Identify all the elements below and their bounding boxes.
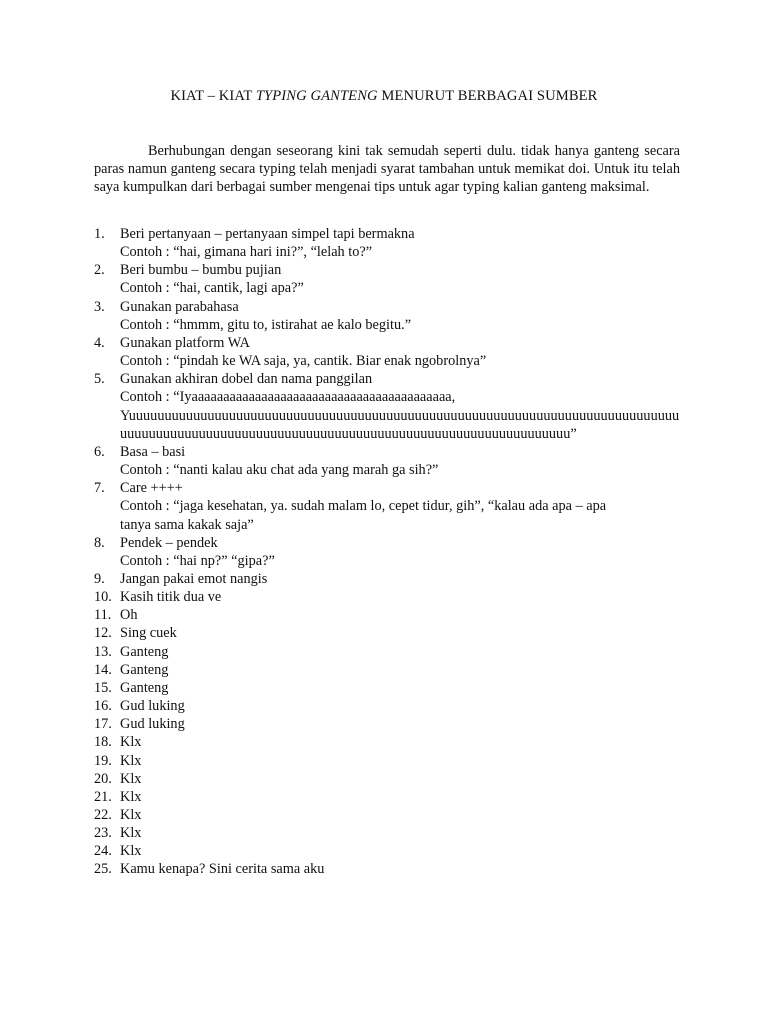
list-item-number: 10. <box>94 589 112 606</box>
list-item <box>94 752 684 770</box>
list-item-text: Pendek – pendek <box>120 534 218 551</box>
list-item <box>94 370 684 443</box>
intro-paragraph <box>94 142 680 197</box>
list-item-example: Contoh : “pindah ke WA saja, ya, cantik. Biar enak ngobrolnya” <box>120 353 487 370</box>
list-item <box>94 788 684 806</box>
list-item-number: 2. <box>94 262 105 279</box>
list-item-text: Ganteng <box>120 679 169 696</box>
list-item-text: Klx <box>120 843 142 860</box>
list-item <box>94 334 684 370</box>
list-item-number: 13. <box>94 643 112 660</box>
list-item-number: 23. <box>94 825 112 842</box>
list-item-text: Klx <box>120 807 142 823</box>
list-item-number: 17. <box>94 716 112 733</box>
list-item-text: Gud luking <box>120 698 185 715</box>
list-item-text: Kasih titik dua ve <box>120 589 222 606</box>
list-item <box>94 225 684 261</box>
list-item-text: Beri pertanyaan – pertanyaan simpel tapi bermakna <box>120 226 415 242</box>
list-item-example: tanya sama kakak saja” <box>120 516 254 533</box>
list-item-number: 19. <box>94 752 112 769</box>
list-item-example: uuuuuuuuuuuuuuuuuuuuuuuuuuuuuuuuuuuuuuuuuuuuuuuuuuuuuuuuuuuuuuu” <box>120 425 577 442</box>
list-item-number: 21. <box>94 788 112 805</box>
list-item <box>94 679 684 697</box>
list-item-number: 5. <box>94 371 105 388</box>
intro-text: Berhubungan dengan seseorang kini tak semudah seperti dulu. tidak hanya ganteng secara paras namun ganteng secara typing telah menjadi syarat tambahan untuk memikat doi. Untuk itu telah saya kumpulkan dari berbagai sumber mengenai tips untuk agar typing kalian ganteng maksimal. <box>94 143 680 196</box>
list-item-number: 8. <box>94 534 105 551</box>
list-item-number: 4. <box>94 334 105 351</box>
list-item <box>94 479 684 533</box>
list-item-text: Gunakan platform WA <box>120 334 250 351</box>
list-item <box>94 298 684 334</box>
list-item-text: Gunakan akhiran dobel dan nama panggilan <box>120 371 373 388</box>
list-item-example: Contoh : “hai np?” “gipa?” <box>120 552 275 569</box>
list-item-text: Klx <box>120 788 142 805</box>
list-item-number: 24. <box>94 843 112 860</box>
list-item-number: 9. <box>94 570 105 587</box>
list-item-text: Sing cuek <box>120 625 177 642</box>
tips-list <box>94 225 684 879</box>
list-item-text: Jangan pakai emot nangis <box>120 570 268 587</box>
list-item <box>94 624 684 642</box>
list-item-number: 15. <box>94 679 112 696</box>
list-item <box>94 534 684 570</box>
list-item-text: Klx <box>120 752 142 769</box>
list-item <box>94 715 684 733</box>
list-item-example: Contoh : “hai, cantik, lagi apa?” <box>120 280 304 297</box>
list-item-number: 18. <box>94 734 112 751</box>
list-item <box>94 806 684 824</box>
list-item <box>94 824 684 842</box>
list-item-text: Oh <box>120 607 138 624</box>
list-item-text: Basa – basi <box>120 443 186 460</box>
list-item-text: Gud luking <box>120 716 185 733</box>
list-item-text: Klx <box>120 770 142 787</box>
list-item <box>94 697 684 715</box>
list-item-example: Contoh : “jaga kesehatan, ya. sudah malam lo, cepet tidur, gih”, “kalau ada apa – apa <box>120 498 607 515</box>
list-item-example: Contoh : “Iyaaaaaaaaaaaaaaaaaaaaaaaaaaaaaaaaaaaaaaaaa, <box>120 389 456 406</box>
list-item <box>94 842 684 860</box>
list-item-text: Kamu kenapa? Sini cerita sama aku <box>120 861 325 878</box>
list-item-number: 6. <box>94 443 105 460</box>
list-item-number: 14. <box>94 661 112 678</box>
list-item-number: 22. <box>94 807 112 823</box>
list-item-text: Gunakan parabahasa <box>120 298 239 315</box>
title-suffix: MENURUT BERBAGAI SUMBER <box>377 88 598 104</box>
list-item-number: 25. <box>94 861 112 878</box>
list-item <box>94 443 684 479</box>
list-item-text: Ganteng <box>120 661 169 678</box>
list-item <box>94 570 684 588</box>
document-title <box>0 86 768 106</box>
list-item-text: Ganteng <box>120 643 169 660</box>
list-item <box>94 661 684 679</box>
list-item <box>94 860 684 878</box>
list-item-text: Care ++++ <box>120 480 183 497</box>
list-item <box>94 643 684 661</box>
list-item-number: 7. <box>94 480 105 497</box>
list-item <box>94 588 684 606</box>
list-item-number: 3. <box>94 298 105 315</box>
list-item-example: Contoh : “nanti kalau aku chat ada yang marah ga sih?” <box>120 462 439 479</box>
list-item-number: 11. <box>94 607 112 624</box>
list-item <box>94 733 684 751</box>
list-item <box>94 770 684 788</box>
list-item-text: Klx <box>120 825 142 842</box>
title-italic: TYPING GANTENG <box>255 88 378 104</box>
list-item <box>94 606 684 624</box>
list-item-number: 20. <box>94 770 112 787</box>
list-item-example: Contoh : “hai, gimana hari ini?”, “lelah to?” <box>120 244 373 261</box>
list-item <box>94 261 684 297</box>
list-item-example: Contoh : “hmmm, gitu to, istirahat ae kalo begitu.” <box>120 316 412 333</box>
list-item-text: Klx <box>120 734 142 751</box>
list-item-text: Beri bumbu – bumbu pujian <box>120 262 282 279</box>
list-item-number: 1. <box>94 226 105 242</box>
list-item-example: Yuuuuuuuuuuuuuuuuuuuuuuuuuuuuuuuuuuuuuuuuuuuuuuuuuuuuuuuuuuuuuuuuuuuuuuuuuuuuu <box>120 407 680 424</box>
title-prefix: KIAT – KIAT <box>170 88 256 104</box>
list-item-number: 12. <box>94 625 112 642</box>
list-item-number: 16. <box>94 698 112 715</box>
